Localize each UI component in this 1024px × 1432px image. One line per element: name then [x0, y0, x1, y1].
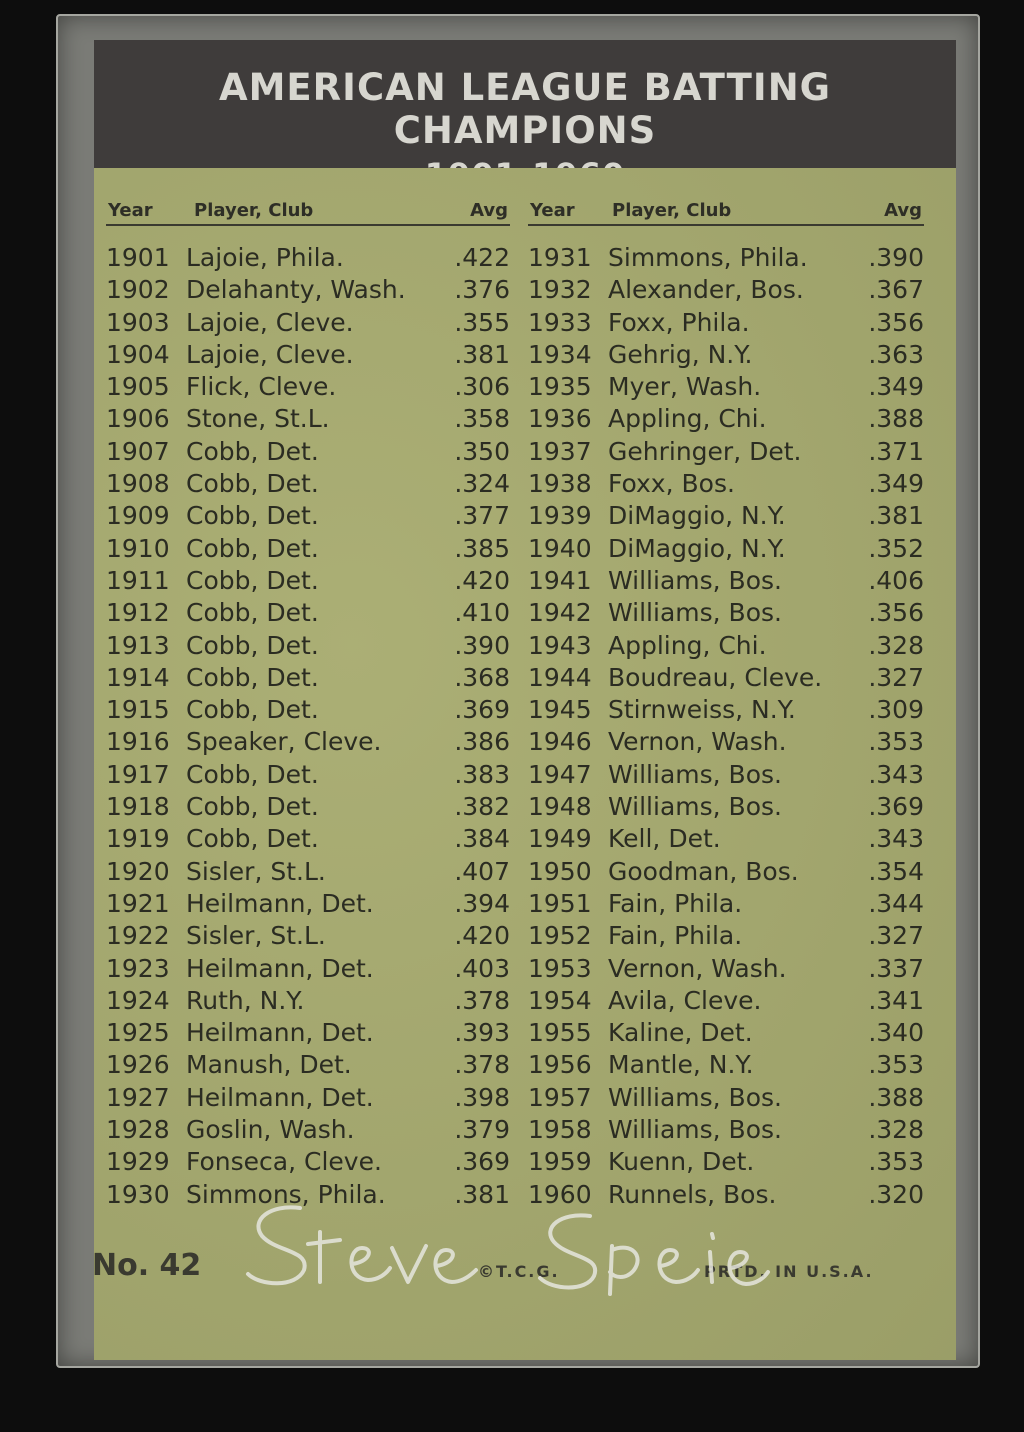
player-cell: DiMaggio, N.Y. [608, 501, 786, 531]
table-row [528, 1114, 924, 1146]
printed-in: PRTD. IN U.S.A. [704, 1262, 874, 1281]
avg-cell: .381 [868, 501, 924, 531]
table-row [106, 1146, 510, 1178]
table-row [106, 371, 510, 403]
year-cell: 1904 [106, 339, 170, 369]
year-cell: 1943 [528, 630, 592, 660]
player-cell: Cobb, Det. [186, 759, 319, 789]
avg-cell: .353 [868, 1147, 924, 1177]
year-cell: 1924 [106, 985, 170, 1015]
player-cell: Heilmann, Det. [186, 1018, 374, 1048]
avg-cell: .320 [868, 1179, 924, 1209]
table-row [528, 662, 924, 694]
player-cell: Gehringer, Det. [608, 436, 802, 466]
year-cell: 1918 [106, 792, 170, 822]
avg-cell: .407 [454, 856, 510, 886]
player-cell: Williams, Bos. [608, 759, 782, 789]
avg-cell: .398 [454, 1082, 510, 1112]
year-cell: 1953 [528, 953, 592, 983]
table-row [106, 823, 510, 855]
table-row [106, 403, 510, 435]
avg-cell: .354 [868, 856, 924, 886]
table-row [528, 1146, 924, 1178]
player-cell: Foxx, Phila. [608, 307, 750, 337]
year-cell: 1912 [106, 598, 170, 628]
player-cell: Cobb, Det. [186, 436, 319, 466]
player-cell: Boudreau, Cleve. [608, 662, 823, 692]
avg-cell: .353 [868, 1050, 924, 1080]
table-row [106, 1082, 510, 1114]
rows [528, 242, 924, 1211]
table-row [106, 630, 510, 662]
avg-cell: .378 [454, 985, 510, 1015]
player-cell: Fain, Phila. [608, 888, 743, 918]
year-cell: 1919 [106, 824, 170, 854]
year-cell: 1935 [528, 372, 592, 402]
table-row [528, 726, 924, 758]
player-cell: Cobb, Det. [186, 662, 319, 692]
avg-cell: .378 [454, 1050, 510, 1080]
year-cell: 1920 [106, 856, 170, 886]
avg-cell: .377 [454, 501, 510, 531]
column-header [106, 200, 510, 226]
player-cell: Heilmann, Det. [186, 953, 374, 983]
player-cell: Cobb, Det. [186, 695, 319, 725]
avg-cell: .393 [454, 1018, 510, 1048]
player-cell: DiMaggio, N.Y. [608, 533, 786, 563]
avg-cell: .309 [868, 695, 924, 725]
avg-cell: .390 [868, 243, 924, 272]
avg-cell: .358 [454, 404, 510, 434]
table-row [528, 1017, 924, 1049]
player-cell: Simmons, Phila. [186, 1179, 386, 1209]
player-cell: Gehrig, N.Y. [608, 339, 753, 369]
table-row [106, 920, 510, 952]
table-row [106, 856, 510, 888]
avg-cell: .349 [868, 372, 924, 402]
year-cell: 1948 [528, 792, 592, 822]
table-row [106, 533, 510, 565]
player-cell: Cobb, Det. [186, 792, 319, 822]
table-row [106, 436, 510, 468]
avg-cell: .341 [868, 985, 924, 1015]
year-cell: 1952 [528, 921, 592, 951]
player-cell: Cobb, Det. [186, 533, 319, 563]
avg-cell: .324 [454, 469, 510, 499]
table-row [528, 307, 924, 339]
column-year: Year [108, 200, 153, 221]
table-row [106, 339, 510, 371]
year-cell: 1941 [528, 565, 592, 595]
player-cell: Simmons, Phila. [608, 243, 808, 272]
avg-cell: .376 [454, 275, 510, 305]
table-row [106, 888, 510, 920]
player-cell: Fonseca, Cleve. [186, 1147, 382, 1177]
avg-cell: .420 [454, 921, 510, 951]
table-row [106, 274, 510, 306]
avg-cell: .328 [868, 1115, 924, 1145]
avg-cell: .355 [454, 307, 510, 337]
avg-cell: .369 [868, 792, 924, 822]
player-cell: Heilmann, Det. [186, 1082, 374, 1112]
year-cell: 1921 [106, 888, 170, 918]
header-banner [94, 40, 956, 168]
year-cell: 1930 [106, 1179, 170, 1209]
player-cell: Ruth, N.Y. [186, 985, 305, 1015]
avg-cell: .368 [454, 662, 510, 692]
year-cell: 1901 [106, 243, 170, 272]
table-row [528, 791, 924, 823]
player-cell: Cobb, Det. [186, 501, 319, 531]
year-cell: 1916 [106, 727, 170, 757]
year-cell: 1905 [106, 372, 170, 402]
player-cell: Kell, Det. [608, 824, 721, 854]
year-cell: 1931 [528, 243, 592, 272]
table-row [528, 274, 924, 306]
avg-cell: .328 [868, 630, 924, 660]
table-row [106, 242, 510, 274]
year-cell: 1951 [528, 888, 592, 918]
table-row [528, 630, 924, 662]
player-cell: Williams, Bos. [608, 1082, 782, 1112]
avg-cell: .390 [454, 630, 510, 660]
player-cell: Cobb, Det. [186, 598, 319, 628]
player-cell: Flick, Cleve. [186, 372, 337, 402]
champions-table-right [528, 200, 924, 1211]
table-row [528, 856, 924, 888]
table-row [528, 888, 924, 920]
year-cell: 1938 [528, 469, 592, 499]
table-row [528, 823, 924, 855]
year-cell: 1950 [528, 856, 592, 886]
table-row [528, 242, 924, 274]
year-cell: 1907 [106, 436, 170, 466]
player-cell: Cobb, Det. [186, 824, 319, 854]
avg-cell: .350 [454, 436, 510, 466]
avg-cell: .337 [868, 953, 924, 983]
avg-cell: .381 [454, 339, 510, 369]
table-row [106, 662, 510, 694]
table-row [528, 597, 924, 629]
table-row [106, 597, 510, 629]
player-cell: Williams, Bos. [608, 598, 782, 628]
year-cell: 1927 [106, 1082, 170, 1112]
year-cell: 1914 [106, 662, 170, 692]
table-row [528, 694, 924, 726]
player-cell: Williams, Bos. [608, 792, 782, 822]
avg-cell: .369 [454, 695, 510, 725]
player-cell: Mantle, N.Y. [608, 1050, 754, 1080]
year-cell: 1960 [528, 1179, 592, 1209]
avg-cell: .343 [868, 759, 924, 789]
avg-cell: .369 [454, 1147, 510, 1177]
avg-cell: .394 [454, 888, 510, 918]
avg-cell: .381 [454, 1179, 510, 1209]
avg-cell: .371 [868, 436, 924, 466]
avg-cell: .379 [454, 1115, 510, 1145]
table-row [106, 468, 510, 500]
rows [106, 242, 510, 1211]
year-cell: 1944 [528, 662, 592, 692]
avg-cell: .367 [868, 275, 924, 305]
year-cell: 1933 [528, 307, 592, 337]
avg-cell: .388 [868, 1082, 924, 1112]
year-cell: 1936 [528, 404, 592, 434]
avg-cell: .344 [868, 888, 924, 918]
player-cell: Cobb, Det. [186, 630, 319, 660]
player-cell: Delahanty, Wash. [186, 275, 406, 305]
player-cell: Cobb, Det. [186, 565, 319, 595]
year-cell: 1922 [106, 921, 170, 951]
player-cell: Alexander, Bos. [608, 275, 804, 305]
table-row [106, 791, 510, 823]
avg-cell: .353 [868, 727, 924, 757]
year-cell: 1934 [528, 339, 592, 369]
year-cell: 1908 [106, 469, 170, 499]
year-cell: 1932 [528, 275, 592, 305]
avg-cell: .349 [868, 469, 924, 499]
table-row [528, 436, 924, 468]
player-cell: Lajoie, Phila. [186, 243, 344, 272]
player-cell: Appling, Chi. [608, 630, 767, 660]
avg-cell: .384 [454, 824, 510, 854]
avg-cell: .356 [868, 307, 924, 337]
table-row [106, 307, 510, 339]
table-row [528, 339, 924, 371]
player-cell: Myer, Wash. [608, 372, 762, 402]
avg-cell: .327 [868, 662, 924, 692]
column-player: Player, Club [194, 200, 314, 221]
player-cell: Lajoie, Cleve. [186, 307, 354, 337]
year-cell: 1928 [106, 1115, 170, 1145]
column-avg: Avg [470, 200, 508, 221]
player-cell: Stirnweiss, N.Y. [608, 695, 796, 725]
player-cell: Vernon, Wash. [608, 953, 787, 983]
year-cell: 1949 [528, 824, 592, 854]
player-cell: Williams, Bos. [608, 1115, 782, 1145]
table-row [106, 726, 510, 758]
table-row [528, 371, 924, 403]
year-cell: 1913 [106, 630, 170, 660]
avg-cell: .422 [454, 243, 510, 272]
table-row [528, 1049, 924, 1081]
year-cell: 1937 [528, 436, 592, 466]
player-cell: Lajoie, Cleve. [186, 339, 354, 369]
avg-cell: .363 [868, 339, 924, 369]
avg-cell: .327 [868, 921, 924, 951]
year-cell: 1956 [528, 1050, 592, 1080]
year-cell: 1917 [106, 759, 170, 789]
table-row [106, 1114, 510, 1146]
avg-cell: .306 [454, 372, 510, 402]
avg-cell: .406 [868, 565, 924, 595]
year-cell: 1957 [528, 1082, 592, 1112]
year-cell: 1955 [528, 1018, 592, 1048]
player-cell: Appling, Chi. [608, 404, 767, 434]
avg-cell: .343 [868, 824, 924, 854]
player-cell: Goslin, Wash. [186, 1115, 355, 1145]
player-cell: Sisler, St.L. [186, 856, 326, 886]
table-row [528, 468, 924, 500]
avg-cell: .385 [454, 533, 510, 563]
table-row [106, 500, 510, 532]
player-cell: Stone, St.L. [186, 404, 330, 434]
avg-cell: .420 [454, 565, 510, 595]
year-cell: 1940 [528, 533, 592, 563]
player-cell: Sisler, St.L. [186, 921, 326, 951]
card-number: No. 42 [92, 1248, 202, 1283]
avg-cell: .386 [454, 727, 510, 757]
year-cell: 1923 [106, 953, 170, 983]
table-row [528, 953, 924, 985]
column-header [528, 200, 924, 226]
year-cell: 1946 [528, 727, 592, 757]
player-cell: Cobb, Det. [186, 469, 319, 499]
table-row [528, 565, 924, 597]
year-cell: 1947 [528, 759, 592, 789]
year-cell: 1929 [106, 1147, 170, 1177]
year-cell: 1945 [528, 695, 592, 725]
copyright: ©T.C.G. [478, 1262, 560, 1281]
year-cell: 1958 [528, 1115, 592, 1145]
year-cell: 1925 [106, 1018, 170, 1048]
champions-table-left [106, 200, 510, 1211]
table-row [528, 985, 924, 1017]
year-cell: 1942 [528, 598, 592, 628]
avg-cell: .410 [454, 598, 510, 628]
year-cell: 1909 [106, 501, 170, 531]
table-row [528, 1082, 924, 1114]
table-row [106, 985, 510, 1017]
year-cell: 1926 [106, 1050, 170, 1080]
card-title: AMERICAN LEAGUE BATTING CHAMPIONS [218, 66, 832, 152]
table-row [106, 953, 510, 985]
player-cell: Vernon, Wash. [608, 727, 787, 757]
year-cell: 1906 [106, 404, 170, 434]
avg-cell: .340 [868, 1018, 924, 1048]
avg-cell: .352 [868, 533, 924, 563]
player-cell: Williams, Bos. [608, 565, 782, 595]
year-cell: 1911 [106, 565, 170, 595]
player-cell: Foxx, Bos. [608, 469, 735, 499]
year-cell: 1910 [106, 533, 170, 563]
column-year: Year [530, 200, 575, 221]
table-row [106, 759, 510, 791]
player-cell: Manush, Det. [186, 1050, 352, 1080]
avg-cell: .383 [454, 759, 510, 789]
year-cell: 1915 [106, 695, 170, 725]
year-cell: 1903 [106, 307, 170, 337]
player-cell: Avila, Cleve. [608, 985, 762, 1015]
player-cell: Speaker, Cleve. [186, 727, 382, 757]
year-cell: 1954 [528, 985, 592, 1015]
handwritten-signature [240, 1190, 820, 1300]
table-row [528, 533, 924, 565]
player-cell: Kaline, Det. [608, 1018, 753, 1048]
player-cell: Fain, Phila. [608, 921, 743, 951]
year-cell: 1902 [106, 275, 170, 305]
avg-cell: .356 [868, 598, 924, 628]
table-row [528, 500, 924, 532]
table-row [106, 694, 510, 726]
column-player: Player, Club [612, 200, 732, 221]
player-cell: Runnels, Bos. [608, 1179, 777, 1209]
year-cell: 1939 [528, 501, 592, 531]
player-cell: Goodman, Bos. [608, 856, 799, 886]
avg-cell: .403 [454, 953, 510, 983]
table-row [106, 565, 510, 597]
table-row [106, 1049, 510, 1081]
table-row [528, 403, 924, 435]
avg-cell: .382 [454, 792, 510, 822]
avg-cell: .388 [868, 404, 924, 434]
table-row [528, 759, 924, 791]
year-cell: 1959 [528, 1147, 592, 1177]
player-cell: Heilmann, Det. [186, 888, 374, 918]
table-row [528, 920, 924, 952]
table-row [106, 1017, 510, 1049]
column-avg: Avg [884, 200, 922, 221]
player-cell: Kuenn, Det. [608, 1147, 755, 1177]
